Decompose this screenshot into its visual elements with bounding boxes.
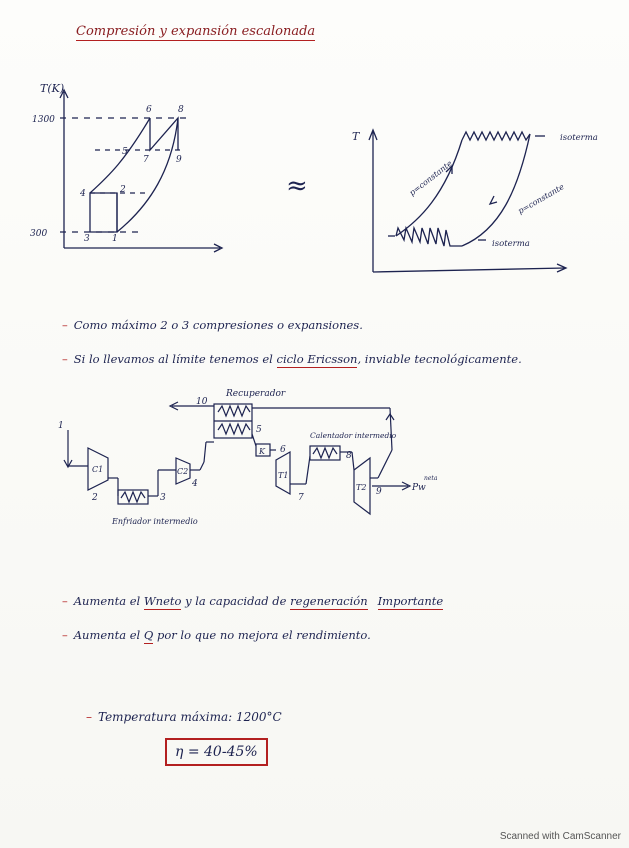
right-axis-label: T: [352, 130, 360, 143]
node-4: 4: [192, 479, 198, 489]
label-t2: T2: [356, 483, 367, 492]
label-isotherm-top: isoterma: [560, 133, 598, 143]
node-9: 9: [376, 487, 382, 497]
max-temperature-line: – Temperatura máxima: 1200°C: [86, 710, 282, 724]
left-axis-label: T(K): [40, 82, 65, 95]
bullet-q: – Aumenta el Q por lo que no mejora el rendimiento.: [62, 628, 371, 642]
page-title: Compresión y expansión escalonada: [76, 24, 316, 39]
point-6: 6: [146, 105, 152, 115]
cooling-line: [117, 118, 178, 232]
node-3: 3: [160, 493, 166, 503]
label-p-const-left: p=constante: [407, 158, 454, 198]
tick-1300: 1300: [32, 115, 55, 125]
compression-steps: [90, 193, 117, 232]
node-6: 6: [280, 445, 286, 455]
label-p-const-right: p=constante: [516, 182, 566, 216]
label-t1: T1: [278, 471, 289, 480]
node-8: 8: [346, 451, 352, 461]
node-1: 1: [58, 421, 64, 431]
point-7: 7: [143, 155, 149, 165]
label-enfriador: Enfriador intermedio: [112, 517, 198, 526]
scanner-watermark: Scanned with CamScanner: [499, 831, 621, 842]
label-recuperador: Recuperador: [226, 389, 286, 399]
bullet-ericsson: – Si lo llevamos al límite tenemos el ciclo Ericsson, inviable tecnológicamente.: [62, 352, 522, 366]
point-5: 5: [122, 147, 128, 157]
node-7: 7: [298, 493, 304, 503]
ericsson-link-text: ciclo Ericsson: [276, 352, 358, 366]
tick-300: 300: [30, 229, 48, 239]
efficiency-box: η = 40-45%: [165, 738, 268, 766]
point-3: 3: [84, 234, 90, 244]
label-k: K: [259, 447, 265, 456]
heating-line: [90, 118, 150, 193]
label-isotherm-bottom: isoterma: [492, 239, 530, 249]
point-8: 8: [178, 105, 184, 115]
cycle-schematic: [64, 402, 410, 514]
point-9: 9: [176, 155, 182, 165]
bullet-wneto: – Aumenta el Wneto y la capacidad de regeneración Importante: [62, 594, 444, 608]
importante-mark: Importante: [377, 594, 444, 608]
label-pw: Pw: [412, 483, 426, 493]
label-calentador: Calentador intermedio: [310, 431, 397, 440]
expansion-steps: [150, 118, 178, 150]
point-1: 1: [112, 234, 118, 244]
node-10: 10: [196, 397, 208, 407]
label-c2: C2: [177, 467, 189, 476]
approx-symbol: ≈: [286, 171, 308, 201]
label-pw-sup: neta: [424, 475, 438, 482]
label-c1: C1: [92, 465, 104, 474]
point-4: 4: [80, 189, 86, 199]
point-2: 2: [120, 185, 126, 195]
bullet-max-stages: – Como máximo 2 o 3 compresiones o expansiones.: [62, 318, 363, 332]
node-5: 5: [256, 425, 262, 435]
node-2: 2: [92, 493, 98, 503]
